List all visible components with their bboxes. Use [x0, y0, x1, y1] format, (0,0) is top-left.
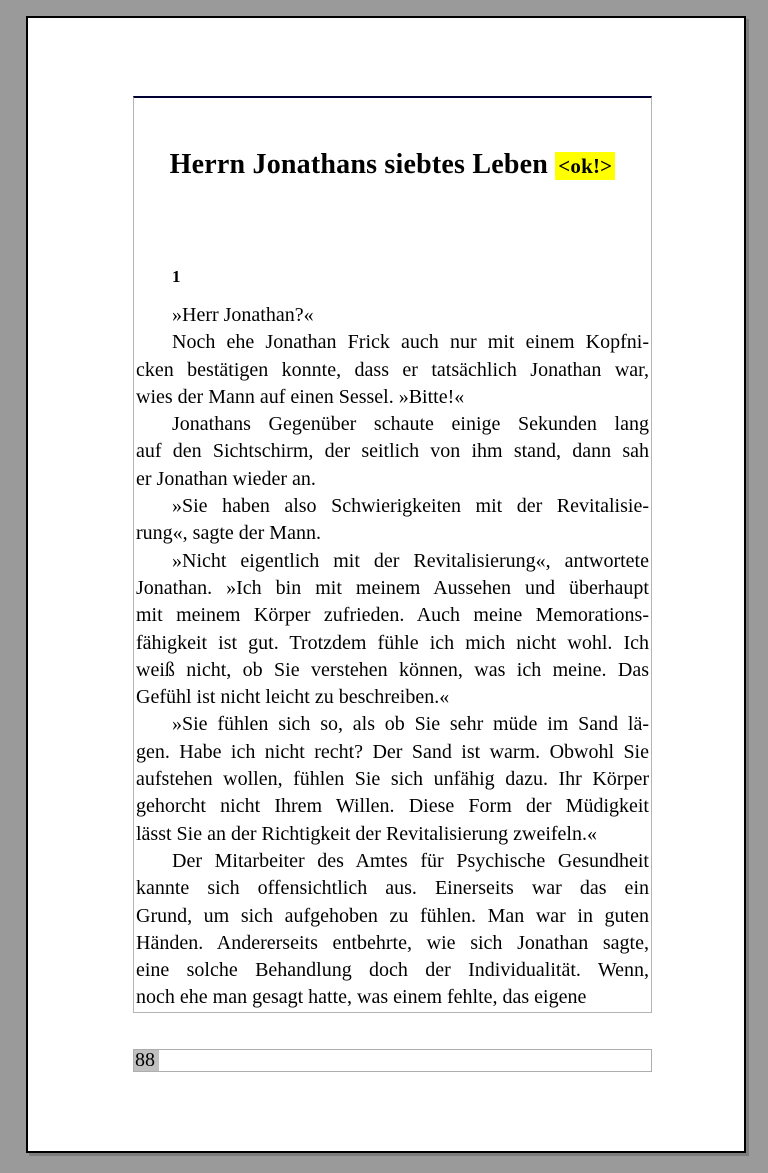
- page-number-input[interactable]: [133, 1049, 652, 1072]
- text-line: »Sie fühlen sich so, als ob Sie sehr müde im Sand lä-: [172, 713, 649, 736]
- text-line: kannte sich offensichtlich aus. Einerseits war das ein: [136, 877, 649, 900]
- paragraph: [136, 711, 649, 847]
- paragraph: [136, 329, 649, 411]
- chapter-number: 1: [172, 267, 181, 286]
- text-line: Grund, um sich aufgehoben zu fühlen. Man war in guten: [136, 904, 649, 927]
- book-page: [133, 96, 652, 1013]
- text-line: »Nicht eigentlich mit der Revitalisierung«, antwortete: [172, 549, 649, 572]
- paragraph: [136, 411, 649, 493]
- text-line: gen. Habe ich nicht recht? Der Sand ist warm. Obwohl Sie: [136, 740, 649, 763]
- text-line: Der Mitarbeiter des Amtes für Psychische Gesundheit: [172, 849, 649, 872]
- page-title-text: Herrn Jonathans siebtes Leben: [169, 149, 549, 180]
- page-title: [136, 146, 649, 185]
- paragraph: [136, 848, 649, 1012]
- page-number-value: 88: [134, 1050, 159, 1071]
- paragraph: [136, 548, 649, 712]
- text-line: aufstehen wollen, fühlen Sie sich unfähig dazu. Ihr Körper: [136, 768, 649, 791]
- text-line: fähigkeit ist gut. Trotzdem fühle ich mich nicht wohl. Ich: [136, 631, 649, 654]
- text-line: lässt Sie an der Richtigkeit der Revitalisierung zweifeln.«: [136, 822, 597, 845]
- text-line: cken bestätigen konnte, dass er tatsächlich Jonathan war,: [136, 358, 649, 381]
- text-line: Gefühl ist nicht leicht zu beschreiben.«: [136, 686, 450, 709]
- paragraph: [136, 493, 649, 548]
- text-line: eine solche Behandlung doch der Individualität. Wenn,: [136, 959, 649, 982]
- text-line: noch ehe man gesagt hatte, was einem fehlte, das eigene: [136, 986, 587, 1009]
- paragraph: [136, 302, 649, 329]
- content-column: [133, 96, 652, 1072]
- text-line: gehorcht nicht Ihrem Willen. Diese Form der Müdigkeit: [136, 795, 649, 818]
- ok-tag-highlight: <ok!>: [555, 152, 615, 180]
- text-line: weiß nicht, ob Sie verstehen können, was ich meine. Das: [136, 658, 649, 681]
- text-line: Noch ehe Jonathan Frick auch nur mit einem Kopfni-: [172, 331, 649, 354]
- text-line: rung«, sagte der Mann.: [136, 522, 321, 545]
- body-text: [136, 302, 649, 1012]
- text-line: Jonathan. »Ich bin mit meinem Aussehen und überhaupt: [136, 576, 649, 599]
- text-line: »Herr Jonathan?«: [172, 304, 314, 326]
- text-line: wies der Mann auf einen Sessel. »Bitte!«: [136, 385, 465, 408]
- text-line: Jonathans Gegenüber schaute einige Sekunden lang: [172, 413, 649, 436]
- text-line: er Jonathan wieder an.: [136, 467, 316, 490]
- document-window: [26, 16, 746, 1153]
- text-line: auf den Sichtschirm, der seitlich von ihm stand, dann sah: [136, 440, 649, 463]
- text-line: Händen. Andererseits entbehrte, wie sich Jonathan sagte,: [136, 931, 649, 954]
- text-line: »Sie haben also Schwierigkeiten mit der Revitalisie-: [172, 495, 649, 518]
- text-line: mit meinem Körper zufrieden. Auch meine Memorations-: [136, 604, 649, 627]
